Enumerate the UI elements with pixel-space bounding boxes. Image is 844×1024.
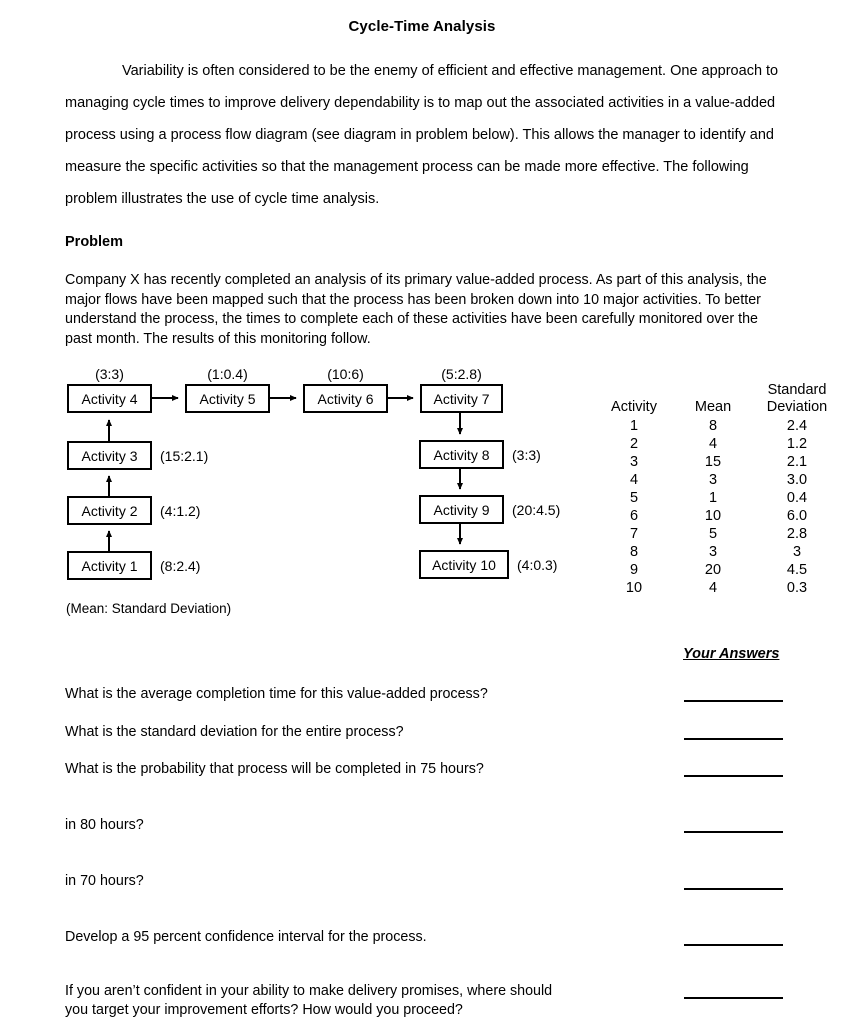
diagram-node-label: Activity 10 xyxy=(432,556,496,573)
diagram-node-label: Activity 6 xyxy=(317,390,374,407)
cell-activity: 9 xyxy=(629,562,639,578)
question-5: in 70 hours? xyxy=(65,873,144,889)
table-row xyxy=(592,435,844,453)
cell-mean: 3 xyxy=(708,472,718,488)
diagram-node-label: Activity 5 xyxy=(199,390,256,407)
cell-activity: 8 xyxy=(629,544,639,560)
diagram-stat-activity-2: (4:1.2) xyxy=(160,503,201,519)
question-2: What is the standard deviation for the entire process? xyxy=(65,724,404,740)
question-6: Develop a 95 percent confidence interval for the process. xyxy=(65,929,427,945)
answer-blank-3[interactable] xyxy=(684,775,783,777)
diagram-stat-activity-3: (15:2.1) xyxy=(160,448,209,464)
cell-mean: 3 xyxy=(708,544,718,560)
diagram-node-label: Activity 2 xyxy=(81,502,138,519)
cell-sd: 2.1 xyxy=(786,454,808,470)
answer-blank-1[interactable] xyxy=(684,700,783,702)
diagram-stat-activity-9: (20:4.5) xyxy=(512,502,561,518)
column-header-mean: Mean xyxy=(694,399,732,415)
diagram-stat-activity-1: (8:2.4) xyxy=(160,558,201,574)
table-row xyxy=(592,543,844,561)
cell-sd: 0.4 xyxy=(786,490,808,506)
cell-mean: 10 xyxy=(704,508,722,524)
table-row xyxy=(592,471,844,489)
cell-sd: 3.0 xyxy=(786,472,808,488)
diagram-node-label: Activity 7 xyxy=(433,390,490,407)
diagram-node-activity-8[interactable] xyxy=(419,440,504,469)
problem-heading: Problem xyxy=(65,234,124,250)
cell-sd: 2.8 xyxy=(786,526,808,542)
diagram-node-activity-2[interactable] xyxy=(67,496,152,525)
diagram-stat-activity-7: (5:2.8) xyxy=(441,366,482,382)
table-row xyxy=(592,489,844,507)
cell-sd: 4.5 xyxy=(786,562,808,578)
table-row xyxy=(592,561,844,579)
cell-mean: 20 xyxy=(704,562,722,578)
cell-sd: 1.2 xyxy=(786,436,808,452)
diagram-stat-activity-6: (10:6) xyxy=(327,366,364,382)
cell-sd: 2.4 xyxy=(786,418,808,434)
cell-mean: 1 xyxy=(708,490,718,506)
intro-paragraph: Variability is often considered to be the enemy of efficient and effective management. One approach to managing cycle times to improve delivery dependability is to map out the associated activities in a value-added process using a process flow diagram (see diagram in problem below). This allows the manager to identify and measure the specific activities so that the management process can be made more effective. The following problem illustrates the use of cycle time analysis. xyxy=(65,63,779,207)
question-1: What is the average completion time for this value-added process? xyxy=(65,686,488,702)
diagram-node-activity-7[interactable] xyxy=(420,384,503,413)
question-3: What is the probability that process will be completed in 75 hours? xyxy=(65,761,484,777)
diagram-node-activity-3[interactable] xyxy=(67,441,152,470)
table-row xyxy=(592,453,844,471)
your-answers-heading: Your Answers xyxy=(683,646,780,662)
diagram-stat-activity-8: (3:3) xyxy=(512,447,541,463)
question-7: If you aren’t confident in your ability to make delivery promises, where should you target your improvement efforts? How would you proceed? xyxy=(65,983,553,1018)
answer-blank-5[interactable] xyxy=(684,888,783,890)
activity-stats-table xyxy=(592,382,844,597)
cell-mean: 5 xyxy=(708,526,718,542)
cell-activity: 3 xyxy=(629,454,639,470)
column-header-activity: Activity xyxy=(611,399,657,415)
cell-activity: 2 xyxy=(629,436,639,452)
column-header-sd-line2: Deviation xyxy=(766,399,828,415)
table-header-row xyxy=(592,382,844,417)
column-header-standard-deviation xyxy=(750,382,844,417)
diagram-node-activity-6[interactable] xyxy=(303,384,388,413)
cell-mean: 4 xyxy=(708,436,718,452)
table-row xyxy=(592,579,844,597)
cell-activity: 7 xyxy=(629,526,639,542)
cell-activity: 4 xyxy=(629,472,639,488)
table-row xyxy=(592,417,844,435)
cell-mean: 4 xyxy=(708,580,718,596)
diagram-node-activity-1[interactable] xyxy=(67,551,152,580)
diagram-node-activity-9[interactable] xyxy=(419,495,504,524)
diagram-legend: (Mean: Standard Deviation) xyxy=(66,601,232,616)
diagram-node-activity-5[interactable] xyxy=(185,384,270,413)
answer-blank-7[interactable] xyxy=(684,997,783,999)
table-row xyxy=(592,525,844,543)
diagram-node-label: Activity 4 xyxy=(81,390,138,407)
page-title: Cycle-Time Analysis xyxy=(348,18,496,35)
diagram-stat-activity-10: (4:0.3) xyxy=(517,557,558,573)
column-header-sd-line1: Standard xyxy=(767,382,827,398)
diagram-node-label: Activity 3 xyxy=(81,447,138,464)
cell-sd: 6.0 xyxy=(786,508,808,524)
diagram-node-label: Activity 9 xyxy=(433,501,490,518)
answer-blank-6[interactable] xyxy=(684,944,783,946)
diagram-node-label: Activity 8 xyxy=(433,446,490,463)
cell-activity: 10 xyxy=(625,580,643,596)
diagram-stat-activity-4: (3:3) xyxy=(95,366,124,382)
cell-activity: 6 xyxy=(629,508,639,524)
diagram-stat-activity-5: (1:0.4) xyxy=(207,366,248,382)
cell-mean: 8 xyxy=(708,418,718,434)
problem-body: Company X has recently completed an analysis of its primary value-added process. As part of this analysis, the major flows have been mapped such that the process has been broken down into 10 major activities. To better understand the process, the times to complete each of these activities have been carefully monitored over the past month. The results of this monitoring follow. xyxy=(65,272,767,347)
cell-activity: 1 xyxy=(629,418,639,434)
cell-sd: 3 xyxy=(792,544,802,560)
table-row xyxy=(592,507,844,525)
question-4: in 80 hours? xyxy=(65,817,144,833)
answer-blank-4[interactable] xyxy=(684,831,783,833)
answer-blank-2[interactable] xyxy=(684,738,783,740)
diagram-node-activity-4[interactable] xyxy=(67,384,152,413)
cell-sd: 0.3 xyxy=(786,580,808,596)
cell-activity: 5 xyxy=(629,490,639,506)
diagram-node-activity-10[interactable] xyxy=(419,550,509,579)
cell-mean: 15 xyxy=(704,454,722,470)
diagram-node-label: Activity 1 xyxy=(81,557,138,574)
